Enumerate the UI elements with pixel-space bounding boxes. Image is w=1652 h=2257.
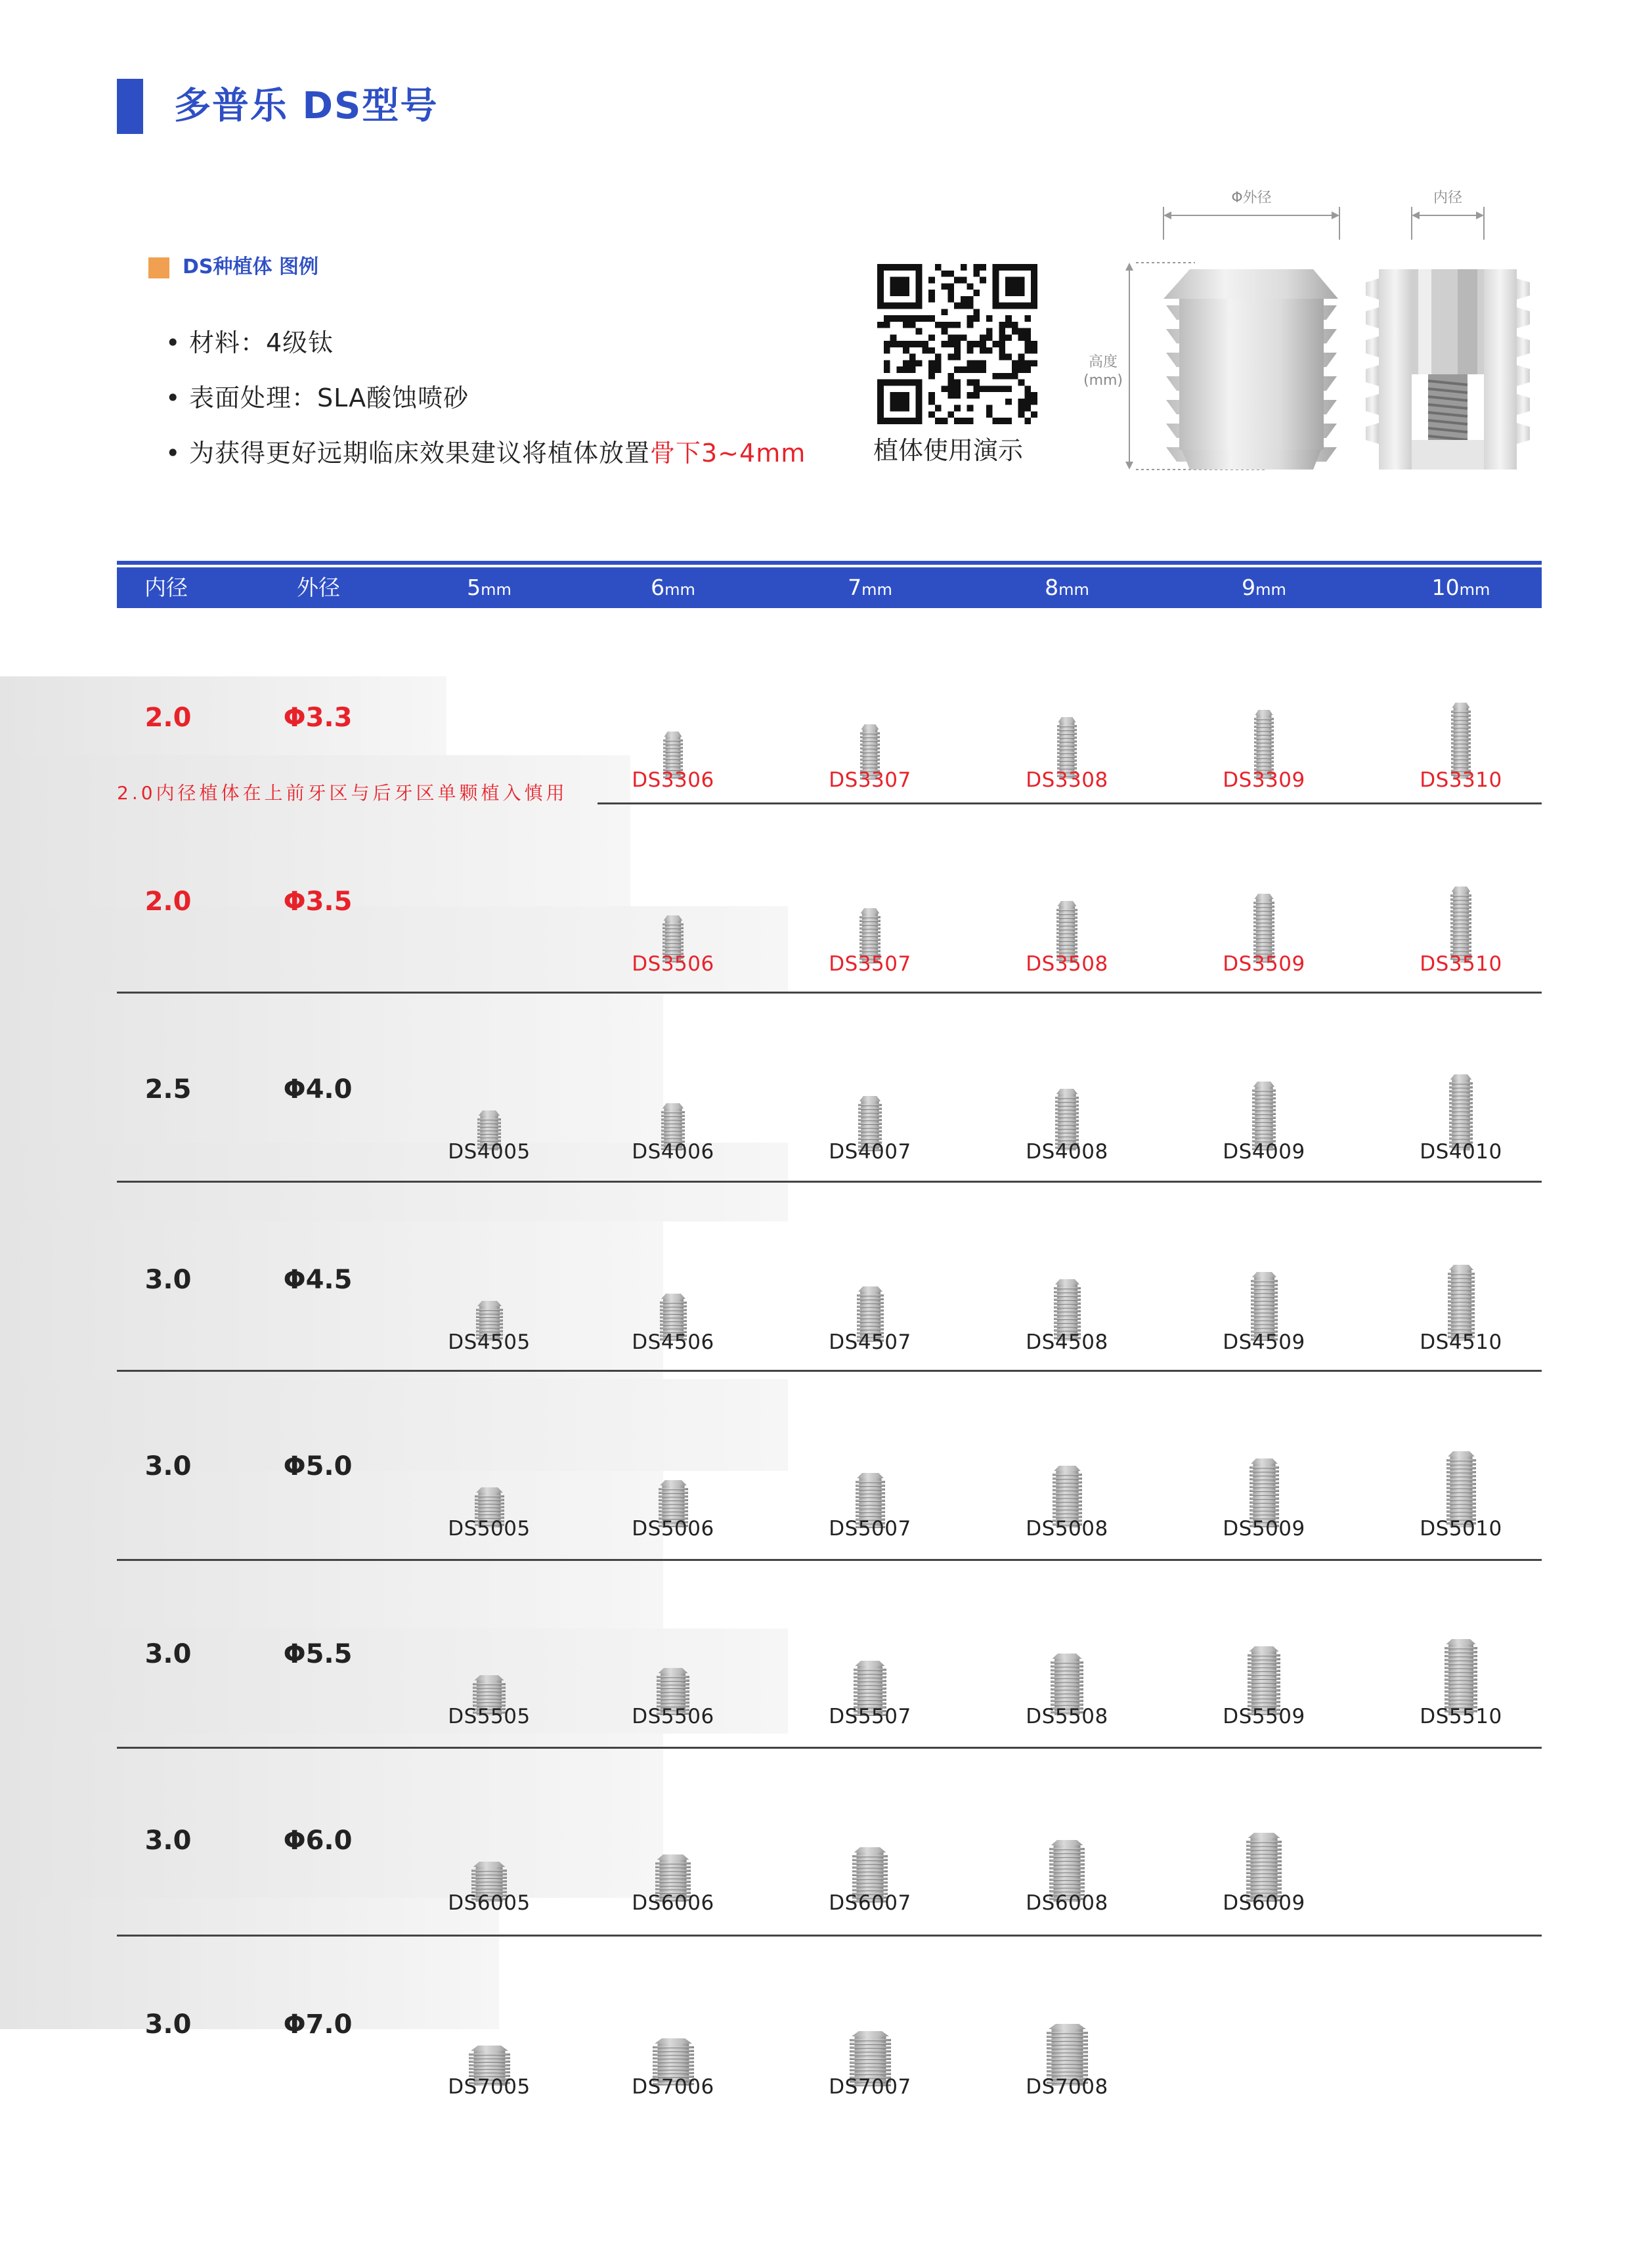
model-code: DS5009 (1223, 1517, 1305, 1541)
outer-diameter-cell: Φ3.3 (283, 703, 353, 733)
legend-title: DS种植体 图例 (183, 255, 318, 278)
height-unit-label: (mm) (1083, 372, 1123, 389)
model-code: DS4510 (1420, 1330, 1502, 1354)
row-divider (117, 1370, 1542, 1372)
header-length-unit: mm (664, 581, 695, 599)
inner-diameter-cell: 3.0 (144, 1826, 192, 1856)
inner-diameter-cell: 2.0 (144, 887, 192, 917)
model-code: DS3309 (1223, 768, 1305, 792)
header-length-value: 7 (848, 575, 862, 600)
header-length-unit: mm (1459, 581, 1490, 599)
implant-diagram (1051, 177, 1576, 479)
inner-diameter-cell: 3.0 (144, 1451, 192, 1481)
header-length-unit: mm (861, 581, 892, 599)
legend-marker (148, 257, 169, 278)
model-code: DS5510 (1420, 1705, 1502, 1728)
bullet-text: 材料：4级钛 (189, 328, 334, 357)
bullet-symbol: • (165, 328, 181, 357)
outer-diameter-cell: Φ5.5 (283, 1639, 353, 1669)
row-divider (117, 1181, 1542, 1183)
header-inner-diameter: 内径 (144, 575, 188, 600)
qr-caption: 植体使用演示 (873, 436, 1024, 465)
row-divider (117, 1935, 1542, 1937)
model-code: DS3306 (632, 768, 714, 792)
model-code: DS5505 (448, 1705, 531, 1728)
model-code: DS5007 (829, 1517, 911, 1541)
model-code: DS4509 (1223, 1330, 1305, 1354)
outer-diameter-cell: Φ4.5 (283, 1265, 353, 1295)
model-code: DS3509 (1223, 952, 1305, 976)
outer-diameter-label: Φ外径 (1231, 190, 1272, 206)
model-code: DS3506 (632, 952, 714, 976)
model-code: DS5508 (1026, 1705, 1108, 1728)
bullet-symbol: • (165, 383, 181, 412)
table-header-rule (117, 561, 1542, 565)
inner-diameter-cell: 2.5 (144, 1074, 192, 1105)
model-code: DS4009 (1223, 1140, 1305, 1164)
header-length-unit: mm (1058, 581, 1089, 599)
model-code: DS5006 (632, 1517, 714, 1541)
header-length-unit: mm (481, 581, 511, 599)
header-length-value: 9 (1242, 575, 1256, 600)
model-code: DS3508 (1026, 952, 1108, 976)
header-outer-diameter: 外径 (297, 575, 340, 600)
model-code: DS6008 (1026, 1891, 1108, 1915)
inner-diameter-cell: 2.0 (144, 703, 192, 733)
bullet-material (165, 323, 334, 362)
model-code: DS7006 (632, 2075, 714, 2099)
header-length-6 (620, 567, 726, 608)
model-code: DS3310 (1420, 768, 1502, 792)
bullet-text: 表面处理：SLA酸蚀喷砂 (189, 383, 469, 412)
bullet-highlight: 骨下3~4mm (650, 439, 806, 468)
row-divider (598, 802, 1542, 804)
header-length-value: 6 (651, 575, 665, 600)
model-code: DS4005 (448, 1140, 531, 1164)
bullet-surface (165, 378, 469, 418)
header-length-value: 10 (1431, 575, 1460, 600)
row-divider (117, 1559, 1542, 1561)
inner-diameter-cell: 3.0 (144, 1639, 192, 1669)
inner-diameter-label: 内径 (1433, 190, 1463, 206)
header-length-8 (1014, 567, 1119, 608)
header-length-7 (817, 567, 923, 608)
model-code: DS4507 (829, 1330, 911, 1354)
header-length-value: 5 (467, 575, 481, 600)
model-code: DS3307 (829, 768, 911, 792)
model-code: DS7007 (829, 2075, 911, 2099)
header-length-value: 8 (1045, 575, 1059, 600)
height-label: 高度 (1088, 354, 1118, 370)
header-length-unit: mm (1255, 581, 1286, 599)
model-code: DS5509 (1223, 1705, 1305, 1728)
model-code: DS3510 (1420, 952, 1502, 976)
model-code: DS4010 (1420, 1140, 1502, 1164)
model-code: DS5010 (1420, 1517, 1502, 1541)
model-code: DS4505 (448, 1330, 531, 1354)
model-code: DS6005 (448, 1891, 531, 1915)
model-code: DS4506 (632, 1330, 714, 1354)
model-code: DS5008 (1026, 1517, 1108, 1541)
page-title: 多普乐 DS型号 (174, 85, 439, 127)
model-code: DS4008 (1026, 1140, 1108, 1164)
row-divider (117, 992, 1542, 994)
model-code: DS4508 (1026, 1330, 1108, 1354)
title-accent-bar (117, 79, 143, 134)
model-code: DS3308 (1026, 768, 1108, 792)
outer-diameter-cell: Φ4.0 (283, 1074, 353, 1105)
bullet-symbol: • (165, 439, 181, 468)
header-length-5 (437, 567, 542, 608)
row-divider (117, 1747, 1542, 1749)
model-code: DS4007 (829, 1140, 911, 1164)
bullet-text: 为获得更好远期临床效果建议将植体放置 (189, 439, 651, 468)
caution-note: 2.0内径植体在上前牙区与后牙区单颗植入慎用 (117, 782, 568, 804)
outer-diameter-cell: Φ5.0 (283, 1451, 353, 1481)
model-code: DS6006 (632, 1891, 714, 1915)
outer-diameter-cell: Φ6.0 (283, 1826, 353, 1856)
outer-diameter-cell: Φ7.0 (283, 2009, 353, 2040)
qr-code[interactable] (877, 264, 1037, 424)
inner-diameter-cell: 3.0 (144, 2009, 192, 2040)
inner-diameter-cell: 3.0 (144, 1265, 192, 1295)
model-code: DS3507 (829, 952, 911, 976)
model-code: DS5506 (632, 1705, 714, 1728)
header-length-9 (1211, 567, 1316, 608)
model-code: DS4006 (632, 1140, 714, 1164)
model-code: DS5507 (829, 1705, 911, 1728)
bullet-placement (165, 433, 806, 473)
model-code: DS6009 (1223, 1891, 1305, 1915)
model-code: DS7005 (448, 2075, 531, 2099)
model-code: DS6007 (829, 1891, 911, 1915)
outer-diameter-cell: Φ3.5 (283, 887, 353, 917)
model-code: DS5005 (448, 1517, 531, 1541)
model-code: DS7008 (1026, 2075, 1108, 2099)
header-length-10 (1408, 567, 1513, 608)
